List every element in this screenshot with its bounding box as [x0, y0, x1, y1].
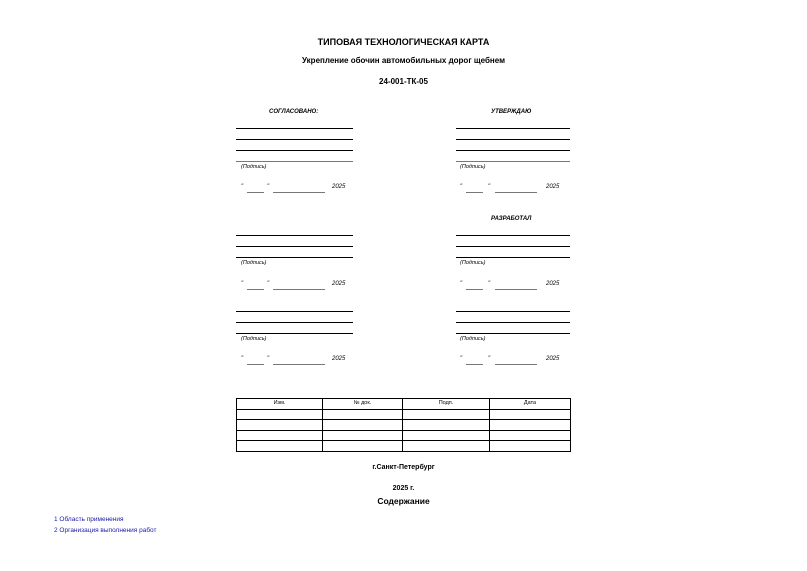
table-cell — [490, 430, 571, 441]
signature-line — [456, 150, 570, 151]
quote-close: " — [488, 184, 491, 190]
signature-line — [456, 246, 570, 247]
quote-open: " — [241, 281, 244, 287]
table-cell — [403, 441, 490, 452]
month-blank — [273, 192, 325, 193]
signature-caption: (Подпись) — [460, 164, 486, 170]
quote-open: " — [460, 281, 463, 287]
date-year: 2025 — [332, 356, 346, 362]
signature-line — [236, 311, 353, 312]
signature-line — [456, 235, 570, 236]
header-cell-change: Изм. — [237, 399, 323, 410]
signature-line — [236, 128, 353, 129]
day-blank — [247, 192, 264, 193]
signature-line — [236, 161, 353, 162]
signature-line — [236, 322, 353, 323]
date-year: 2025 — [332, 184, 346, 190]
table-cell — [403, 420, 490, 431]
quote-open: " — [460, 184, 463, 190]
signature-line — [236, 235, 353, 236]
day-blank — [466, 192, 483, 193]
date-field — [460, 356, 570, 366]
table-cell — [237, 409, 323, 420]
day-blank — [247, 364, 264, 365]
document-code: 24-001-ТК-05 — [379, 77, 428, 86]
signature-caption: (Подпись) — [460, 336, 486, 342]
signature-caption: (Подпись) — [241, 260, 267, 266]
day-blank — [466, 289, 483, 290]
approve-label: УТВЕРЖДАЮ — [491, 109, 532, 115]
table-row — [237, 409, 571, 420]
quote-close: " — [267, 281, 270, 287]
signature-line — [456, 128, 570, 129]
signature-caption: (Подпись) — [241, 336, 267, 342]
signature-line — [236, 333, 353, 334]
signature-line — [456, 161, 570, 162]
date-field — [460, 281, 570, 291]
signature-line — [456, 333, 570, 334]
month-blank — [495, 289, 537, 290]
table-cell — [323, 430, 403, 441]
year-label: 2025 г. — [392, 485, 415, 492]
quote-open: " — [241, 356, 244, 362]
table-row — [237, 430, 571, 441]
signature-line — [236, 139, 353, 140]
day-blank — [247, 289, 264, 290]
quote-close: " — [488, 281, 491, 287]
header-cell-signature: Подп. — [403, 399, 490, 410]
signature-line — [236, 257, 353, 258]
quote-open: " — [460, 356, 463, 362]
table-row — [237, 441, 571, 452]
document-title: ТИПОВАЯ ТЕХНОЛОГИЧЕСКАЯ КАРТА — [317, 37, 490, 47]
signature-line — [456, 257, 570, 258]
signature-line — [456, 322, 570, 323]
toc-link-scope[interactable]: 1 Область применения — [54, 516, 124, 523]
month-blank — [495, 192, 537, 193]
table-cell — [237, 441, 323, 452]
header-cell-date: Дата — [490, 399, 571, 410]
quote-close: " — [267, 184, 270, 190]
contents-title: Содержание — [377, 496, 430, 506]
table-header-row — [237, 399, 571, 410]
agreed-label: СОГЛАСОВАНО: — [269, 109, 319, 115]
table-cell — [490, 409, 571, 420]
signature-line — [456, 311, 570, 312]
signature-line — [236, 246, 353, 247]
quote-close: " — [488, 356, 491, 362]
month-blank — [495, 364, 537, 365]
date-year: 2025 — [546, 281, 560, 287]
table-cell — [403, 430, 490, 441]
month-blank — [273, 289, 325, 290]
table-cell — [490, 441, 571, 452]
table-cell — [403, 409, 490, 420]
table-cell — [323, 420, 403, 431]
signature-caption: (Подпись) — [460, 260, 486, 266]
date-year: 2025 — [546, 356, 560, 362]
toc-link-work-organization[interactable]: 2 Организация выполнения работ — [54, 527, 157, 534]
date-field — [241, 184, 353, 194]
quote-close: " — [267, 356, 270, 362]
day-blank — [466, 364, 483, 365]
table-cell — [323, 441, 403, 452]
table-row — [237, 420, 571, 431]
table-cell — [237, 430, 323, 441]
date-field — [241, 356, 353, 366]
date-year: 2025 — [546, 184, 560, 190]
revision-table — [236, 398, 571, 452]
header-cell-doc-number: № док. — [323, 399, 403, 410]
document-subtitle: Укрепление обочин автомобильных дорог щебнем — [302, 56, 505, 65]
table-cell — [323, 409, 403, 420]
date-year: 2025 — [332, 281, 346, 287]
developed-label: РАЗРАБОТАЛ — [491, 216, 532, 222]
signature-line — [236, 150, 353, 151]
signature-caption: (Подпись) — [241, 164, 267, 170]
table-cell — [237, 420, 323, 431]
signature-line — [456, 139, 570, 140]
date-field — [460, 184, 570, 194]
month-blank — [273, 364, 325, 365]
table-cell — [490, 420, 571, 431]
date-field — [241, 281, 353, 291]
quote-open: " — [241, 184, 244, 190]
city-label: г.Санкт-Петербург — [372, 464, 435, 471]
